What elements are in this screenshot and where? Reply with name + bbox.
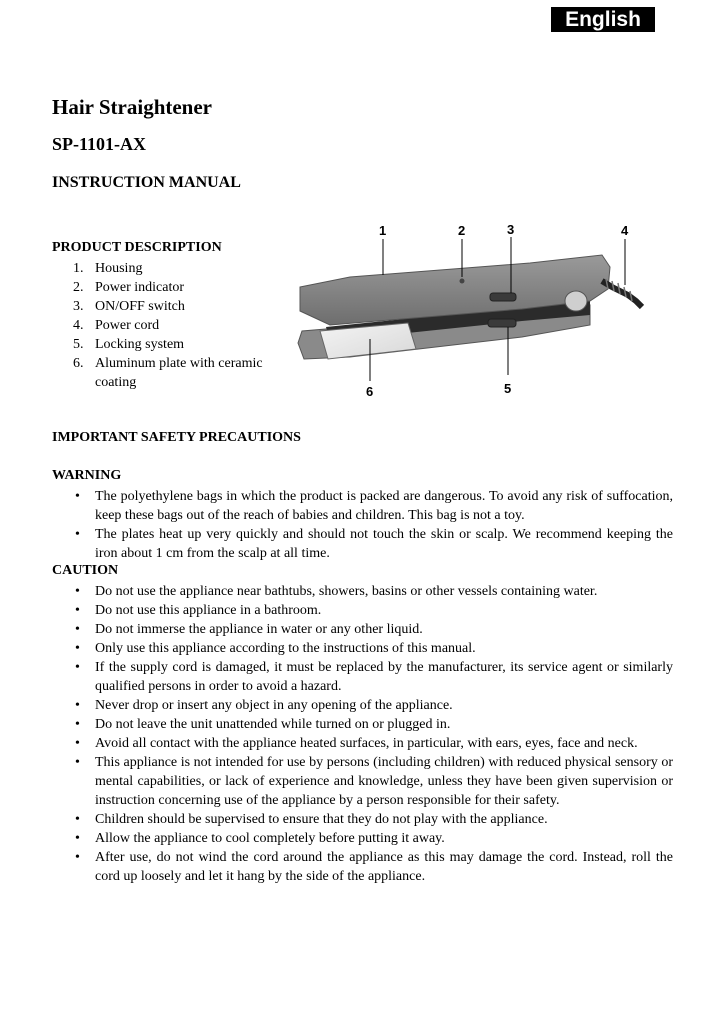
item-number: 6.: [73, 356, 84, 371]
item-text: This appliance is not intended for use by persons (including children) with reduced physical sensory or mental capabilities, or lack of experience and knowledge, unless they have been given supervision or instruction concerning use of the appliance by a person responsible for their safety.: [95, 755, 673, 808]
list-item: [52, 753, 673, 810]
item-label: Locking system: [95, 337, 185, 352]
item-text: Do not leave the unit unattended while turned on or plugged in.: [95, 717, 451, 732]
document-type: INSTRUCTION MANUAL: [52, 174, 241, 191]
callout-label-3: 3: [507, 222, 515, 237]
list-item: [52, 259, 277, 278]
item-text: Do not use the appliance near bathtubs, showers, basins or other vessels containing water.: [95, 584, 598, 599]
bullet-icon: •: [75, 698, 80, 713]
list-item: [52, 582, 673, 601]
item-text: Only use this appliance according to the instructions of this manual.: [95, 641, 476, 656]
bullet-icon: •: [75, 641, 80, 656]
list-item: [52, 810, 673, 829]
item-text: The polyethylene bags in which the product is packed are dangerous. To avoid any risk of suffocation, keep these bags out of the reach of babies and children. This bag is not a toy.: [95, 489, 673, 523]
bullet-icon: •: [75, 850, 80, 865]
temperature-knob: [565, 291, 587, 311]
item-number: 3.: [73, 299, 84, 314]
bullet-icon: •: [75, 755, 80, 770]
item-label: Housing: [95, 261, 143, 276]
on-off-switch: [490, 293, 516, 301]
item-number: 2.: [73, 280, 84, 295]
item-label: Power indicator: [95, 280, 185, 295]
bullet-icon: •: [75, 489, 80, 504]
callout-label-1: 1: [379, 223, 387, 238]
caution-heading: CAUTION: [52, 563, 119, 578]
model-number: SP-1101-AX: [52, 134, 146, 154]
item-text: Do not use this appliance in a bathroom.: [95, 603, 322, 618]
power-cord: [602, 281, 642, 307]
safety-heading: IMPORTANT SAFETY PRECAUTIONS: [52, 430, 301, 445]
item-text: After use, do not wind the cord around the appliance as this may damage the cord. Instead, roll the cord up loosely and let it hang by the side of the appliance.: [95, 850, 673, 884]
item-text: Allow the appliance to cool completely before putting it away.: [95, 831, 445, 846]
list-item: [52, 734, 673, 753]
callout-label-4: 4: [621, 223, 629, 238]
bullet-icon: •: [75, 717, 80, 732]
callout-label-2: 2: [458, 223, 466, 238]
bullet-icon: •: [75, 660, 80, 675]
bullet-icon: •: [75, 584, 80, 599]
bullet-icon: •: [75, 622, 80, 637]
list-item: [52, 316, 277, 335]
item-number: 4.: [73, 318, 84, 333]
item-label: ON/OFF switch: [95, 299, 185, 314]
item-label: Aluminum plate with ceramic coating: [95, 356, 263, 390]
list-item: [52, 620, 673, 639]
list-item: [52, 297, 277, 316]
list-item: [52, 278, 277, 297]
item-text: Children should be supervised to ensure that they do not play with the appliance.: [95, 812, 548, 827]
list-item: [52, 354, 277, 392]
item-label: Power cord: [95, 318, 160, 333]
list-item: [52, 715, 673, 734]
warning-list: [52, 487, 673, 563]
list-item: [52, 696, 673, 715]
list-item: [52, 525, 673, 563]
item-text: The plates heat up very quickly and should not touch the skin or scalp. We recommend keeping the iron about 1 cm from the scalp at all time.: [95, 527, 673, 561]
locking-system: [488, 319, 516, 327]
callout-label-6: 6: [366, 384, 374, 399]
item-text: Never drop or insert any object in any opening of the appliance.: [95, 698, 453, 713]
item-text: Avoid all contact with the appliance heated surfaces, in particular, with ears, eyes, face and neck.: [95, 736, 638, 751]
bullet-icon: •: [75, 527, 80, 542]
parts-list: [52, 259, 277, 392]
list-item: [52, 335, 277, 354]
item-text: Do not immerse the appliance in water or any other liquid.: [95, 622, 423, 637]
list-item: [52, 487, 673, 525]
callout-label-5: 5: [504, 381, 512, 396]
caution-list: [52, 582, 673, 886]
item-text: If the supply cord is damaged, it must be replaced by the manufacturer, its service agent or similarly qualified persons in order to avoid a hazard.: [95, 660, 673, 694]
list-item: [52, 829, 673, 848]
hair-straightener-diagram: [290, 215, 670, 410]
item-number: 5.: [73, 337, 84, 352]
bullet-icon: •: [75, 736, 80, 751]
bullet-icon: •: [75, 603, 80, 618]
power-indicator-icon: [460, 279, 465, 284]
list-item: [52, 601, 673, 620]
list-item: [52, 639, 673, 658]
language-badge: English: [551, 7, 655, 32]
product-description-heading: PRODUCT DESCRIPTION: [52, 240, 222, 255]
bullet-icon: •: [75, 831, 80, 846]
item-number: 1.: [73, 261, 84, 276]
warning-heading: WARNING: [52, 468, 122, 483]
page-title: Hair Straightener: [52, 95, 213, 119]
list-item: [52, 658, 673, 696]
list-item: [52, 848, 673, 886]
bullet-icon: •: [75, 812, 80, 827]
